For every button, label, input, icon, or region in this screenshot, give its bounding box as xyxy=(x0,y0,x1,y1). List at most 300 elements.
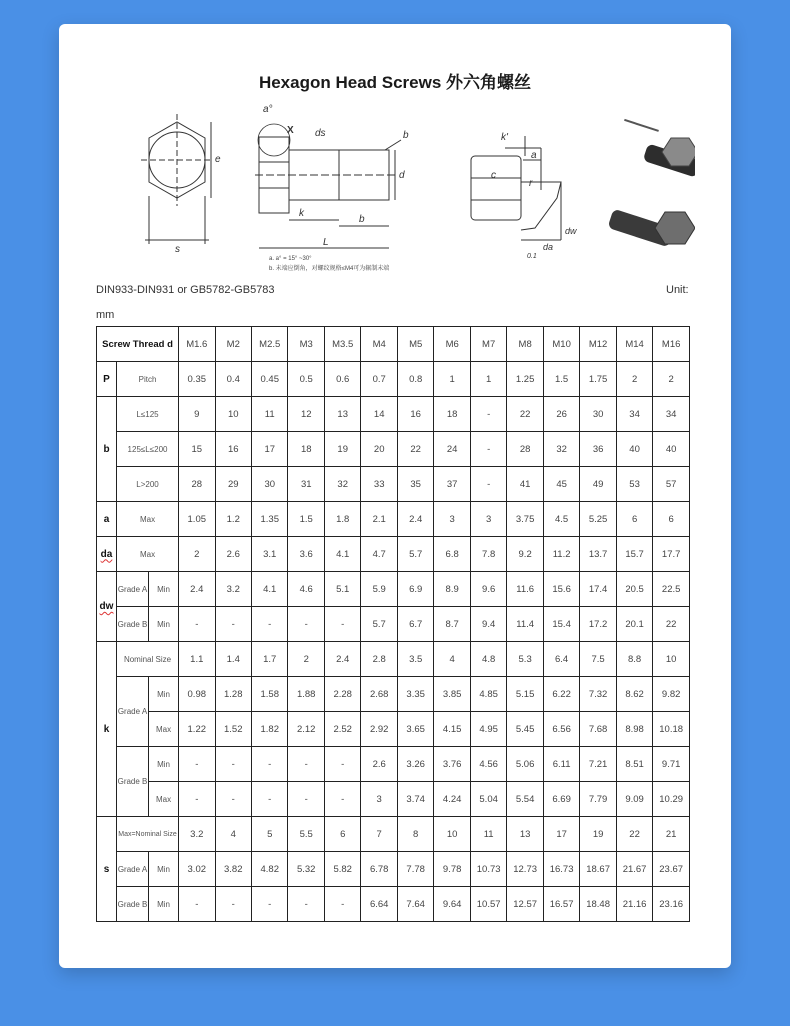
table-row xyxy=(97,677,690,712)
row-sub-label: Nominal Size xyxy=(117,642,179,677)
header-size: M4 xyxy=(361,327,397,362)
cell-value: 0.98 xyxy=(179,677,215,712)
cell-value: 3 xyxy=(434,502,470,537)
cell-value: 8.51 xyxy=(616,747,652,782)
cell-value: 24 xyxy=(434,432,470,467)
cell-value: 6 xyxy=(653,502,690,537)
cell-value: 8.98 xyxy=(616,712,652,747)
cell-value: 28 xyxy=(507,432,543,467)
cell-value: - xyxy=(215,747,251,782)
cell-value: 7.32 xyxy=(580,677,616,712)
cell-value: 6.22 xyxy=(543,677,579,712)
table-row xyxy=(97,572,690,607)
note-b: b. 未端应倒角，对螺纹规格≤M4可为辗制末端 xyxy=(269,266,390,272)
cell-value: - xyxy=(252,887,288,922)
cell-value: 1.5 xyxy=(543,362,579,397)
cell-value: 30 xyxy=(252,467,288,502)
cell-value: 7.5 xyxy=(580,642,616,677)
cell-value: 1.7 xyxy=(252,642,288,677)
head-detail-view xyxy=(471,136,561,240)
cell-value: - xyxy=(215,607,251,642)
cell-value: - xyxy=(288,887,324,922)
header-size: M10 xyxy=(543,327,579,362)
cell-value: 11.6 xyxy=(507,572,543,607)
table-row xyxy=(97,502,690,537)
cell-value: 13 xyxy=(507,817,543,852)
cell-value: 7.68 xyxy=(580,712,616,747)
standards-text: DIN933-DIN931 or GB5782-GB5783 xyxy=(96,284,275,296)
cell-value: 4.8 xyxy=(470,642,506,677)
row-sub-label: 125≤L≤200 xyxy=(117,432,179,467)
cell-value: 14 xyxy=(361,397,397,432)
cell-value: 9.64 xyxy=(434,887,470,922)
label-dw: dw xyxy=(565,226,577,236)
cell-value: 32 xyxy=(324,467,360,502)
header-size: M5 xyxy=(397,327,433,362)
header-size: M6 xyxy=(434,327,470,362)
label-01: 0.1 xyxy=(527,253,537,260)
table-row xyxy=(97,607,690,642)
cell-value: 15.7 xyxy=(616,537,652,572)
cell-value: 0.5 xyxy=(288,362,324,397)
cell-value: 18 xyxy=(288,432,324,467)
cell-value: 8.62 xyxy=(616,677,652,712)
header-size: M12 xyxy=(580,327,616,362)
cell-value: 35 xyxy=(397,467,433,502)
label-e: e xyxy=(215,154,221,165)
cell-value: 2.12 xyxy=(288,712,324,747)
row-label: a xyxy=(97,502,117,537)
cell-value: 22 xyxy=(397,432,433,467)
cell-value: 4.7 xyxy=(361,537,397,572)
cell-value: 17.4 xyxy=(580,572,616,607)
cell-value: 8.7 xyxy=(434,607,470,642)
cell-value: 4.5 xyxy=(543,502,579,537)
label-k: k xyxy=(299,208,304,219)
header-size: M2.5 xyxy=(252,327,288,362)
cell-value: 22.5 xyxy=(653,572,690,607)
cell-value: 18.48 xyxy=(580,887,616,922)
cell-value: 7.64 xyxy=(397,887,433,922)
cell-value: 0.45 xyxy=(252,362,288,397)
header-size: M16 xyxy=(653,327,690,362)
cell-value: 5.1 xyxy=(324,572,360,607)
table-row xyxy=(97,852,690,887)
cell-value: 6.9 xyxy=(397,572,433,607)
cell-value: 20.1 xyxy=(616,607,652,642)
cell-value: 3.76 xyxy=(434,747,470,782)
cell-value: - xyxy=(288,782,324,817)
cell-value: 5.7 xyxy=(397,537,433,572)
cell-value: 4.1 xyxy=(324,537,360,572)
cell-value: 6.78 xyxy=(361,852,397,887)
cell-value: 36 xyxy=(580,432,616,467)
cell-value: 40 xyxy=(616,432,652,467)
row-sub-label: Max=Nominal Size xyxy=(117,817,179,852)
cell-value: 6.4 xyxy=(543,642,579,677)
cell-value: 11 xyxy=(470,817,506,852)
row-sub-label: L≤125 xyxy=(117,397,179,432)
cell-value: 2 xyxy=(288,642,324,677)
cell-value: 1.5 xyxy=(288,502,324,537)
label-b-top: b xyxy=(403,130,409,141)
cell-value: 1.35 xyxy=(252,502,288,537)
label-x: X xyxy=(287,125,294,136)
cell-value: 6.64 xyxy=(361,887,397,922)
cell-value: 8.9 xyxy=(434,572,470,607)
cell-value: 7.78 xyxy=(397,852,433,887)
cell-value: 3 xyxy=(470,502,506,537)
cell-value: 4.24 xyxy=(434,782,470,817)
cell-value: 1 xyxy=(470,362,506,397)
hex-top-view xyxy=(141,114,213,244)
cell-value: - xyxy=(324,607,360,642)
cell-value: 5.9 xyxy=(361,572,397,607)
cell-value: 16.57 xyxy=(543,887,579,922)
cell-value: 6 xyxy=(324,817,360,852)
cell-value: 12.73 xyxy=(507,852,543,887)
cell-value: 34 xyxy=(653,397,690,432)
cell-value: 37 xyxy=(434,467,470,502)
cell-value: - xyxy=(252,747,288,782)
cell-value: 13 xyxy=(324,397,360,432)
cell-value: 2 xyxy=(653,362,690,397)
grade-label: Grade A xyxy=(117,677,149,747)
cell-value: - xyxy=(470,432,506,467)
table-row xyxy=(97,817,690,852)
cell-value: 15 xyxy=(179,432,215,467)
cell-value: 16 xyxy=(397,397,433,432)
cell-value: 3.2 xyxy=(179,817,215,852)
screw-photo-2 xyxy=(607,209,695,248)
header-size: M2 xyxy=(215,327,251,362)
cell-value: 4.95 xyxy=(470,712,506,747)
header-size: M3 xyxy=(288,327,324,362)
header-size: M14 xyxy=(616,327,652,362)
cell-value: 10 xyxy=(653,642,690,677)
cell-value: 30 xyxy=(580,397,616,432)
table-row xyxy=(97,467,690,502)
screw-side-view xyxy=(255,124,401,248)
cell-value: 49 xyxy=(580,467,616,502)
cell-value: 41 xyxy=(507,467,543,502)
cell-value: 5.04 xyxy=(470,782,506,817)
cell-value: 12.57 xyxy=(507,887,543,922)
technical-drawing xyxy=(95,100,695,275)
max-label: Max xyxy=(149,712,179,747)
cell-value: 1.25 xyxy=(507,362,543,397)
label-b: b xyxy=(359,214,365,225)
cell-value: - xyxy=(324,782,360,817)
cell-value: 4.15 xyxy=(434,712,470,747)
label-l: L xyxy=(323,237,329,248)
grade-label: Grade B xyxy=(117,887,149,922)
grade-label: Grade B xyxy=(117,747,149,817)
cell-value: 4 xyxy=(434,642,470,677)
cell-value: 1.58 xyxy=(252,677,288,712)
cell-value: 10.57 xyxy=(470,887,506,922)
cell-value: 3.02 xyxy=(179,852,215,887)
row-label: k xyxy=(97,642,117,817)
cell-value: 3.85 xyxy=(434,677,470,712)
cell-value: 1.4 xyxy=(215,642,251,677)
cell-value: 15.6 xyxy=(543,572,579,607)
cell-value: 9.82 xyxy=(653,677,690,712)
label-a: a xyxy=(531,150,537,161)
cell-value: 3.6 xyxy=(288,537,324,572)
cell-value: 13.7 xyxy=(580,537,616,572)
cell-value: - xyxy=(179,607,215,642)
label-c: c xyxy=(491,170,496,181)
cell-value: 3.2 xyxy=(215,572,251,607)
cell-value: 9.78 xyxy=(434,852,470,887)
cell-value: - xyxy=(470,467,506,502)
cell-value: 1.22 xyxy=(179,712,215,747)
table-row xyxy=(97,397,690,432)
cell-value: 2 xyxy=(179,537,215,572)
cell-value: 4.56 xyxy=(470,747,506,782)
cell-value: 6.69 xyxy=(543,782,579,817)
cell-value: 3.26 xyxy=(397,747,433,782)
cell-value: 3.74 xyxy=(397,782,433,817)
cell-value: 11.2 xyxy=(543,537,579,572)
cell-value: 5.45 xyxy=(507,712,543,747)
cell-value: 9.4 xyxy=(470,607,506,642)
cell-value: - xyxy=(252,782,288,817)
cell-value: 33 xyxy=(361,467,397,502)
cell-value: 3.35 xyxy=(397,677,433,712)
cell-value: 22 xyxy=(507,397,543,432)
cell-value: 11 xyxy=(252,397,288,432)
cell-value: 1.75 xyxy=(580,362,616,397)
grade-label: Grade B xyxy=(117,607,149,642)
min-label: Min xyxy=(149,747,179,782)
cell-value: 2.4 xyxy=(324,642,360,677)
cell-value: 17.2 xyxy=(580,607,616,642)
row-label: b xyxy=(97,397,117,502)
cell-value: 22 xyxy=(616,817,652,852)
cell-value: 4.1 xyxy=(252,572,288,607)
cell-value: 4.82 xyxy=(252,852,288,887)
cell-value: 5.25 xyxy=(580,502,616,537)
row-sub-label: Max xyxy=(117,502,179,537)
screw-photo-1 xyxy=(624,119,695,178)
cell-value: 23.67 xyxy=(653,852,690,887)
cell-value: 6 xyxy=(616,502,652,537)
cell-value: 2.4 xyxy=(179,572,215,607)
cell-value: 10.18 xyxy=(653,712,690,747)
cell-value: 10.73 xyxy=(470,852,506,887)
unit-value: mm xyxy=(96,309,115,321)
page-title: Hexagon Head Screws 外六角螺丝 xyxy=(258,73,532,92)
cell-value: 21 xyxy=(653,817,690,852)
cell-value: 1.28 xyxy=(215,677,251,712)
cell-value: 0.7 xyxy=(361,362,397,397)
cell-value: 19 xyxy=(324,432,360,467)
row-label-text: dw xyxy=(99,601,114,612)
cell-value: 2.8 xyxy=(361,642,397,677)
cell-value: 2.68 xyxy=(361,677,397,712)
cell-value: 12 xyxy=(288,397,324,432)
table-row xyxy=(97,747,690,782)
grade-label: Grade A xyxy=(117,852,149,887)
cell-value: 5 xyxy=(252,817,288,852)
row-label-text: da xyxy=(100,548,113,560)
table-row xyxy=(97,782,690,817)
label-s: s xyxy=(175,244,180,255)
cell-value: 3.1 xyxy=(252,537,288,572)
cell-value: 8.8 xyxy=(616,642,652,677)
cell-value: 5.54 xyxy=(507,782,543,817)
cell-value: 5.3 xyxy=(507,642,543,677)
cell-value: 53 xyxy=(616,467,652,502)
cell-value: - xyxy=(215,887,251,922)
cell-value: 3 xyxy=(361,782,397,817)
cell-value: 6.56 xyxy=(543,712,579,747)
table-row xyxy=(97,712,690,747)
cell-value: 2.92 xyxy=(361,712,397,747)
row-label: s xyxy=(97,817,117,922)
label-d: d xyxy=(399,170,405,181)
cell-value: 16.73 xyxy=(543,852,579,887)
cell-value: 1.52 xyxy=(215,712,251,747)
header-size: M8 xyxy=(507,327,543,362)
cell-value: 29 xyxy=(215,467,251,502)
cell-value: 5.06 xyxy=(507,747,543,782)
row-label xyxy=(97,537,117,572)
document-card xyxy=(59,24,731,968)
spec-table xyxy=(96,326,690,922)
label-da: da xyxy=(543,242,554,252)
header-size: M7 xyxy=(470,327,506,362)
cell-value: 18.67 xyxy=(580,852,616,887)
cell-value: 6.11 xyxy=(543,747,579,782)
cell-value: 11.4 xyxy=(507,607,543,642)
cell-value: 20 xyxy=(361,432,397,467)
cell-value: 15.4 xyxy=(543,607,579,642)
header-size: M1.6 xyxy=(179,327,215,362)
cell-value: 3.65 xyxy=(397,712,433,747)
cell-value: - xyxy=(324,747,360,782)
table-row xyxy=(97,537,690,572)
cell-value: 1.8 xyxy=(324,502,360,537)
min-label: Min xyxy=(149,677,179,712)
cell-value: 1.88 xyxy=(288,677,324,712)
cell-value: 28 xyxy=(179,467,215,502)
cell-value: 4.85 xyxy=(470,677,506,712)
unit-label: Unit: xyxy=(666,284,689,296)
table-row xyxy=(97,362,690,397)
cell-value: 18 xyxy=(434,397,470,432)
row-sub-label: Pitch xyxy=(117,362,179,397)
cell-value: 45 xyxy=(543,467,579,502)
cell-value: 5.15 xyxy=(507,677,543,712)
row-sub-label: Max xyxy=(117,537,179,572)
note-a: a. a° = 15° ~30° xyxy=(269,256,312,262)
cell-value: 1.1 xyxy=(179,642,215,677)
cell-value: - xyxy=(179,782,215,817)
cell-value: - xyxy=(179,887,215,922)
min-label: Min xyxy=(149,607,179,642)
table-header-row xyxy=(97,327,690,362)
cell-value: 3.75 xyxy=(507,502,543,537)
cell-value: 2.6 xyxy=(361,747,397,782)
cell-value: - xyxy=(179,747,215,782)
cell-value: 2 xyxy=(616,362,652,397)
grade-label: Grade A xyxy=(117,572,149,607)
cell-value: 0.6 xyxy=(324,362,360,397)
cell-value: 9.2 xyxy=(507,537,543,572)
table-row xyxy=(97,887,690,922)
cell-value: 26 xyxy=(543,397,579,432)
min-label: Min xyxy=(149,887,179,922)
cell-value: 7.8 xyxy=(470,537,506,572)
cell-value: 0.8 xyxy=(397,362,433,397)
cell-value: 22 xyxy=(653,607,690,642)
cell-value: 5.5 xyxy=(288,817,324,852)
header-screw-thread: Screw Thread d xyxy=(97,327,179,362)
cell-value: 9.09 xyxy=(616,782,652,817)
cell-value: 0.35 xyxy=(179,362,215,397)
cell-value: 5.7 xyxy=(361,607,397,642)
cell-value: 2.6 xyxy=(215,537,251,572)
cell-value: - xyxy=(470,397,506,432)
max-label: Max xyxy=(149,782,179,817)
cell-value: 21.67 xyxy=(616,852,652,887)
label-a-deg: a° xyxy=(263,104,273,115)
cell-value: 2.4 xyxy=(397,502,433,537)
cell-value: 21.16 xyxy=(616,887,652,922)
cell-value: 19 xyxy=(580,817,616,852)
cell-value: 7.21 xyxy=(580,747,616,782)
cell-value: - xyxy=(252,607,288,642)
min-label: Min xyxy=(149,852,179,887)
cell-value: 17.7 xyxy=(653,537,690,572)
cell-value: 1.05 xyxy=(179,502,215,537)
row-label xyxy=(97,572,117,642)
cell-value: 5.32 xyxy=(288,852,324,887)
cell-value: 6.8 xyxy=(434,537,470,572)
cell-value: 2.28 xyxy=(324,677,360,712)
cell-value: 2.52 xyxy=(324,712,360,747)
row-label: P xyxy=(97,362,117,397)
cell-value: 2.1 xyxy=(361,502,397,537)
cell-value: 9 xyxy=(179,397,215,432)
cell-value: 8 xyxy=(397,817,433,852)
cell-value: 10.29 xyxy=(653,782,690,817)
label-kp: k' xyxy=(501,132,508,143)
cell-value: - xyxy=(324,887,360,922)
cell-value: 4.6 xyxy=(288,572,324,607)
cell-value: 17 xyxy=(543,817,579,852)
cell-value: 34 xyxy=(616,397,652,432)
header-size: M3.5 xyxy=(324,327,360,362)
cell-value: 6.7 xyxy=(397,607,433,642)
cell-value: 57 xyxy=(653,467,690,502)
cell-value: 0.4 xyxy=(215,362,251,397)
cell-value: 10 xyxy=(215,397,251,432)
cell-value: 9.71 xyxy=(653,747,690,782)
min-label: Min xyxy=(149,572,179,607)
cell-value: - xyxy=(288,747,324,782)
cell-value: 40 xyxy=(653,432,690,467)
cell-value: 1.82 xyxy=(252,712,288,747)
cell-value: 16 xyxy=(215,432,251,467)
label-ds: ds xyxy=(315,128,326,139)
cell-value: 10 xyxy=(434,817,470,852)
cell-value: 3.82 xyxy=(215,852,251,887)
cell-value: 31 xyxy=(288,467,324,502)
